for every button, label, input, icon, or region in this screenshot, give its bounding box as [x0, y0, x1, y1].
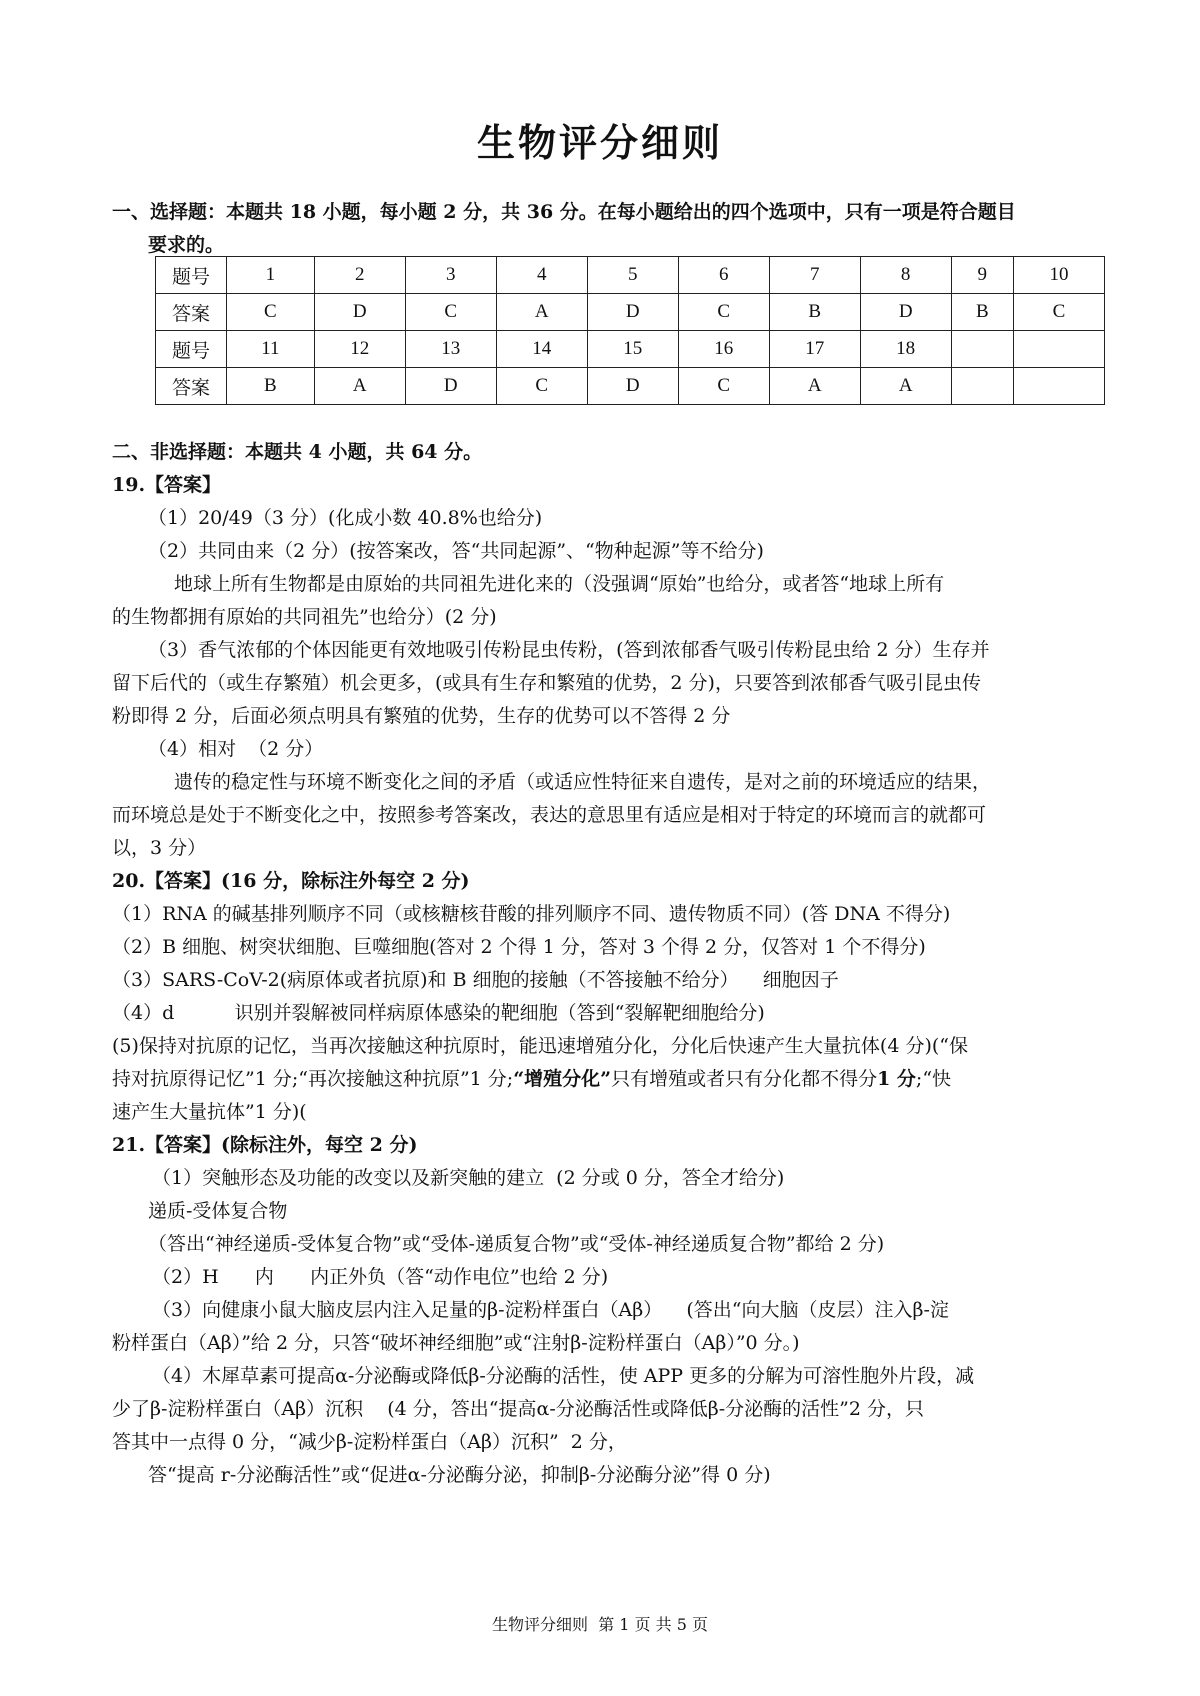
q20-line: （3）SARS-CoV-2(病原体或者抗原)和 B 细胞的接触（不答接触不给分） 细胞因子: [112, 969, 839, 991]
question-number-cell: [1013, 331, 1104, 368]
question-number-cell: 8: [860, 257, 951, 294]
section2: [112, 436, 1102, 1492]
q19-line: 的生物都拥有原始的共同祖先”也给分）(2 分): [112, 606, 497, 628]
question-number-cell: 2: [314, 257, 405, 294]
q21-line: 粉样蛋白（Aβ）”给 2 分，只答“破坏神经细胞”或“注射β-淀粉样蛋白（Aβ）”0 分。): [112, 1332, 800, 1354]
answer-cell: D: [405, 368, 496, 405]
answer-cell: D: [314, 294, 405, 331]
answer-cell: A: [314, 368, 405, 405]
answer-cell: D: [587, 368, 678, 405]
q20-line: （1）RNA 的碱基排列顺序不同（或核糖核苷酸的排列顺序不同、遗传物质不同）(答 DNA 不得分): [112, 903, 951, 925]
q20-line: (5)保持对抗原的记忆，当再次接触这种抗原时，能迅速增殖分化，分化后快速产生大量抗体(4 分)(“保: [112, 1035, 968, 1057]
answer-cell: D: [587, 294, 678, 331]
question-number-cell: 15: [587, 331, 678, 368]
table-row-answers: [156, 294, 1105, 331]
q20-text: 持对抗原得记忆”1 分;“再次接触这种抗原”1 分;: [112, 1068, 514, 1090]
answer-table: [155, 256, 1105, 405]
table-row-question-numbers: [156, 331, 1105, 368]
question-number-cell: 16: [678, 331, 769, 368]
answer-cell: [1013, 368, 1104, 405]
q21-line: 少了β-淀粉样蛋白（Aβ）沉积 (4 分，答出“提高α-分泌酶活性或降低β-分泌酶的活性”2 分，只: [112, 1398, 925, 1420]
q20-line: 速产生大量抗体”1 分)(: [112, 1101, 307, 1123]
q21-line: （1）突触形态及功能的改变以及新突触的建立 (2 分或 0 分，答全才给分): [152, 1167, 785, 1189]
answer-cell: C: [678, 368, 769, 405]
answer-cell: C: [496, 368, 587, 405]
answer-cell: A: [769, 368, 860, 405]
q19-line: 粉即得 2 分，后面必须点明具有繁殖的优势，生存的优势可以不答得 2 分: [112, 705, 731, 727]
q19-line: 地球上所有生物都是由原始的共同祖先进化来的（没强调“原始”也给分，或者答“地球上所有: [174, 573, 945, 595]
section2-heading: 二、非选择题：本题共 4 小题，共 64 分。: [112, 441, 483, 463]
question-number-cell: 7: [769, 257, 860, 294]
q20-line: （4）d 识别并裂解被同样病原体感染的靶细胞（答到“裂解靶细胞给分): [112, 1002, 765, 1024]
question-number-cell: 5: [587, 257, 678, 294]
question-number-cell: 10: [1013, 257, 1104, 294]
q21-line: 答其中一点得 0 分，“减少β-淀粉样蛋白（Aβ）沉积” 2 分，: [112, 1431, 627, 1453]
q19-line: 留下后代的（或生存繁殖）机会更多，(或具有生存和繁殖的优势，2 分)，只要答到浓郁香气吸引昆虫传: [112, 672, 981, 694]
answer-cell: B: [227, 368, 315, 405]
q19-line: （4）相对 （2 分）: [148, 738, 324, 760]
question-number-cell: 6: [678, 257, 769, 294]
answer-cell: B: [951, 294, 1013, 331]
q21-heading: 21.【答案】(除标注外，每空 2 分): [112, 1134, 418, 1156]
answer-cell: A: [860, 368, 951, 405]
q19-line: （3）香气浓郁的个体因能更有效地吸引传粉昆虫传粉，(答到浓郁香气吸引传粉昆虫给 2 分）生存并: [148, 639, 990, 661]
question-number-cell: 11: [227, 331, 315, 368]
question-number-cell: 9: [951, 257, 1013, 294]
question-number-cell: 1: [227, 257, 315, 294]
q20-bold-text: “增殖分化”: [513, 1068, 612, 1090]
q19-line: 而环境总是处于不断变化之中，按照参考答案改，表达的意思里有适应是相对于特定的环境而言的就都可: [112, 804, 987, 826]
answer-cell: C: [227, 294, 315, 331]
question-number-cell: 4: [496, 257, 587, 294]
answer-cell: B: [769, 294, 860, 331]
question-number-cell: 13: [405, 331, 496, 368]
answer-cell: C: [1013, 294, 1104, 331]
q20-text: ;“快: [915, 1068, 952, 1090]
q21-line: 递质-受体复合物: [148, 1200, 288, 1222]
page-title: 生物评分细则: [476, 120, 723, 165]
answer-cell: A: [496, 294, 587, 331]
row-label-answer: 答案: [156, 368, 227, 405]
q21-line: （4）木犀草素可提高α-分泌酶或降低β-分泌酶的活性，使 APP 更多的分解为可溶性胞外片段，减: [152, 1365, 975, 1387]
page-footer: 生物评分细则 第 1 页 共 5 页: [492, 1615, 708, 1634]
q19-heading: 19.【答案】: [112, 474, 222, 496]
row-label-question: 题号: [156, 257, 227, 294]
answer-cell: C: [678, 294, 769, 331]
table-row-question-numbers: [156, 257, 1105, 294]
question-number-cell: 17: [769, 331, 860, 368]
q19-line: 以，3 分）: [112, 837, 207, 859]
q20-line-mixed: [112, 1063, 1102, 1096]
answer-cell: D: [860, 294, 951, 331]
q20-heading: 20.【答案】(16 分，除标注外每空 2 分): [112, 870, 470, 892]
q21-line: 答“提高 r-分泌酶活性”或“促进α-分泌酶分泌，抑制β-分泌酶分泌”得 0 分): [148, 1464, 771, 1486]
question-number-cell: [951, 331, 1013, 368]
q21-line: （答出“神经递质-受体复合物”或“受体-递质复合物”或“受体-神经递质复合物”都给 2 分): [148, 1233, 885, 1255]
question-number-cell: 18: [860, 331, 951, 368]
table-row-answers: [156, 368, 1105, 405]
question-number-cell: 12: [314, 331, 405, 368]
q19-line: 遗传的稳定性与环境不断变化之间的矛盾（或适应性特征来自遗传，是对之前的环境适应的结果，: [174, 771, 992, 793]
section1-heading: [112, 196, 1102, 262]
row-label-answer: 答案: [156, 294, 227, 331]
section1-line2: 要求的。: [148, 234, 225, 256]
q20-text: 只有增殖或者只有分化都不得分: [611, 1068, 878, 1090]
row-label-question: 题号: [156, 331, 227, 368]
q21-line: （2）H 内 内正外负（答“动作电位”也给 2 分): [152, 1266, 609, 1288]
question-number-cell: 14: [496, 331, 587, 368]
q19-line: （1）20/49（3 分）(化成小数 40.8%也给分): [148, 507, 543, 529]
question-number-cell: 3: [405, 257, 496, 294]
q21-line: （3）向健康小鼠大脑皮层内注入足量的β-淀粉样蛋白（Aβ） (答出“向大脑（皮层）注入β-淀: [152, 1299, 949, 1321]
q20-line: （2）B 细胞、树突状细胞、巨噬细胞(答对 2 个得 1 分，答对 3 个得 2 分，仅答对 1 个不得分): [112, 936, 926, 958]
q19-line: （2）共同由来（2 分）(按答案改，答“共同起源”、“物种起源”等不给分): [148, 540, 764, 562]
q20-bold-text: 1 分: [877, 1068, 916, 1090]
answer-cell: [951, 368, 1013, 405]
answer-cell: C: [405, 294, 496, 331]
section1-line1: 一、选择题：本题共 18 小题，每小题 2 分，共 36 分。在每小题给出的四个选项中，只有一项是符合题目: [112, 201, 1016, 223]
